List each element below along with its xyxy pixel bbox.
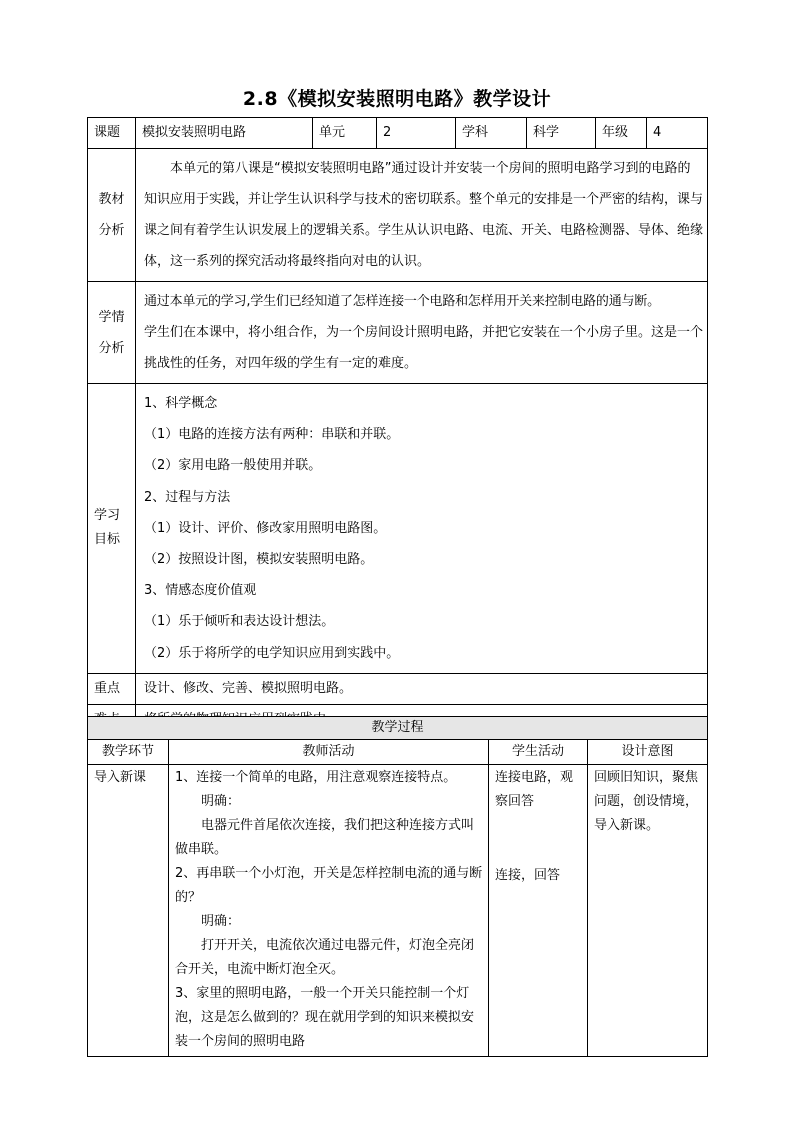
goal-item: （1）乐于倾听和表达设计想法。 [144, 614, 335, 630]
grade-value: 4 [647, 118, 708, 149]
unit-label: 单元 [313, 118, 377, 149]
teacher-step: 3、家里的照明电路，一般一个开关只能控制一个灯泡，这是怎么做到的？现在就用学到的知识来模拟安装一个房间的照明电路 [175, 986, 475, 1049]
teacher-step: 1、连接一个简单的电路，用注意观察连接特点。 [175, 770, 457, 785]
student-text: 通过本单元的学习,学生们已经知道了怎样连接一个电路和怎样用开关来控制电路的通与断。 学生们在本课中，将小组合作，为一个房间设计照明电路，并把它安装在一个小房子里。这是一个挑战性的任务，对四年级的学生有一定的难度。 [136, 282, 708, 384]
goal-item: （1）电路的连接方法有两种：串联和并联。 [144, 427, 400, 443]
material-label: 教材 分析 [88, 149, 136, 282]
key-point-text: 设计、修改、完善、模拟照明电路。 [136, 673, 708, 704]
key-point-row [88, 673, 708, 704]
teaching-process-table [87, 716, 708, 1057]
teacher-note: 打开开关，电流依次通过电器元件，灯泡全亮闭合开关，电流中断灯泡全灭。 [175, 938, 475, 977]
teacher-note: 明确： [201, 794, 241, 809]
goal-item: （2）乐于将所学的电学知识应用到实践中。 [144, 645, 400, 661]
subject-value: 科学 [527, 118, 596, 149]
stage-cell: 导入新课 [88, 765, 169, 1057]
column-header-student: 学生活动 [489, 740, 588, 765]
process-header-row [88, 740, 708, 765]
teacher-note: 电器元件首尾依次连接，我们把这种连接方式叫做串联。 [175, 818, 475, 857]
subject-label: 学科 [456, 118, 527, 149]
grade-label: 年级 [596, 118, 647, 149]
teacher-activity-cell [169, 765, 489, 1057]
student-activity-2: 连接，回答 [495, 868, 561, 883]
design-intent-cell: 回顾旧知识，聚焦问题，创设情境，导入新课。 [588, 765, 708, 1057]
student-label: 学情 分析 [88, 282, 136, 384]
column-header-stage: 教学环节 [88, 740, 169, 765]
goals-row [88, 384, 708, 674]
unit-value: 2 [377, 118, 456, 149]
column-header-teacher: 教师活动 [169, 740, 489, 765]
goal-item: （2）按照设计图，模拟安装照明电路。 [144, 552, 374, 568]
goal-item: 3、情感态度价值观 [144, 583, 257, 599]
student-activity-1: 连接电路，观察回答 [495, 770, 574, 809]
process-title: 教学过程 [88, 717, 708, 740]
material-row [88, 149, 708, 282]
key-point-label: 重点 [88, 673, 136, 704]
goals-label: 学习 目标 [88, 384, 136, 674]
header-row [88, 118, 708, 149]
teacher-note: 明确： [201, 914, 241, 929]
document-title: 2.8《模拟安装照明电路》教学设计 [242, 88, 552, 110]
goal-item: 2、过程与方法 [144, 489, 231, 505]
column-header-intent: 设计意图 [588, 740, 708, 765]
process-row [88, 765, 708, 1057]
student-activity-cell [489, 765, 588, 1057]
lesson-value: 模拟安装照明电路 [136, 118, 313, 149]
goals-list [136, 384, 708, 674]
goal-item: （1）设计、评价、修改家用照明电路图。 [144, 520, 387, 536]
lesson-info-table [87, 117, 708, 736]
goal-item: （2）家用电路一般使用并联。 [144, 458, 322, 474]
student-row [88, 282, 708, 384]
lesson-label: 课题 [88, 118, 136, 149]
material-text: 本单元的第八课是“模拟安装照明电路”通过设计并安装一个房间的照明电路学习到的电路的知识应用于实践，并让学生认识科学与技术的密切联系。整个单元的安排是一个严密的结构，课与课之间有着学生认识发展上的逻辑关系。学生从认识电路、电流、开关、电路检测器、导体、绝缘体，这一系列的探究活动将最终指向对电的认识。 [136, 149, 708, 282]
teacher-step: 2、再串联一个小灯泡，开关是怎样控制电流的通与断的？ [175, 866, 483, 905]
goal-item: 1、科学概念 [144, 396, 218, 411]
